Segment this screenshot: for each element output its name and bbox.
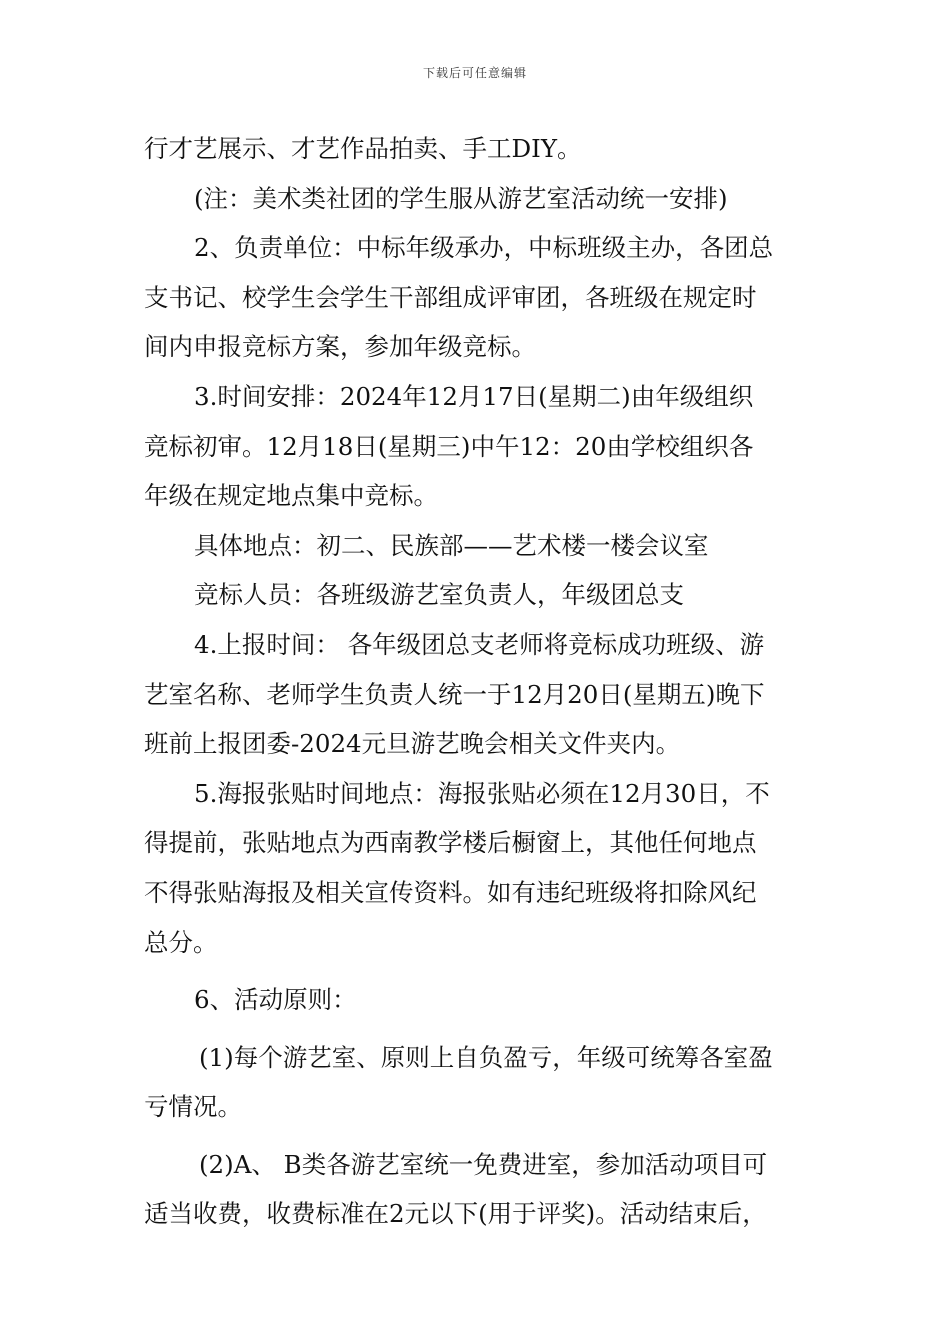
text-line: 班前上报团委-2024元旦游艺晚会相关文件夹内。 (144, 729, 681, 759)
text-line: 竞标人员：各班级游艺室负责人，年级团总支 (194, 580, 684, 610)
text-line: (2)A、 B类各游艺室统一免费进室，参加活动项目可 (199, 1149, 768, 1179)
text-line: 不得张贴海报及相关宣传资料。如有违纪班级将扣除风纪 (144, 877, 757, 907)
text-line: (1)每个游艺室、原则上自负盈亏，年级可统筹各室盈 (199, 1042, 773, 1072)
text-line: 2、负责单位：中标年级承办，中标班级主办，各团总 (194, 233, 774, 263)
text-line: 总分。 (144, 927, 218, 957)
text-line: 5.海报张贴时间地点：海报张贴必须在12月30日，不 (194, 778, 770, 808)
text-line: 得提前，张贴地点为西南教学楼后橱窗上，其他任何地点 (144, 828, 757, 858)
text-line: 适当收费，收费标准在2元以下(用于评奖)。活动结束后， (144, 1199, 767, 1229)
text-line: 亏情况。 (144, 1092, 242, 1122)
text-line: 艺室名称、老师学生负责人统一于12月20日(星期五)晚下 (144, 679, 765, 709)
document-body (144, 124, 809, 1239)
text-line: 间内申报竞标方案，参加年级竞标。 (144, 332, 536, 362)
text-line: 年级在规定地点集中竞标。 (144, 481, 438, 511)
text-line: (注：美术类社团的学生服从游艺室活动统一安排) (194, 183, 728, 213)
text-line: 4.上报时间： 各年级团总支老师将竞标成功班级、游 (194, 629, 765, 659)
spacer (144, 1025, 809, 1033)
text-line: 竞标初审。12月18日(星期三)中午12：20由学校组织各 (144, 431, 754, 461)
spacer (144, 967, 809, 975)
spacer (144, 1132, 809, 1140)
text-line: 行才艺展示、才艺作品拍卖、手工DIY。 (144, 134, 582, 163)
text-line: 具体地点：初二、民族部——艺术楼一楼会议室 (194, 530, 709, 560)
text-line: 支书记、校学生会学生干部组成评审团，各班级在规定时 (144, 282, 757, 312)
text-line: 3.时间安排：2024年12月17日(星期二)由年级组织 (194, 381, 754, 411)
text-line: 6、活动原则： (194, 985, 357, 1015)
page-header: 下载后可任意编辑 (422, 66, 527, 80)
